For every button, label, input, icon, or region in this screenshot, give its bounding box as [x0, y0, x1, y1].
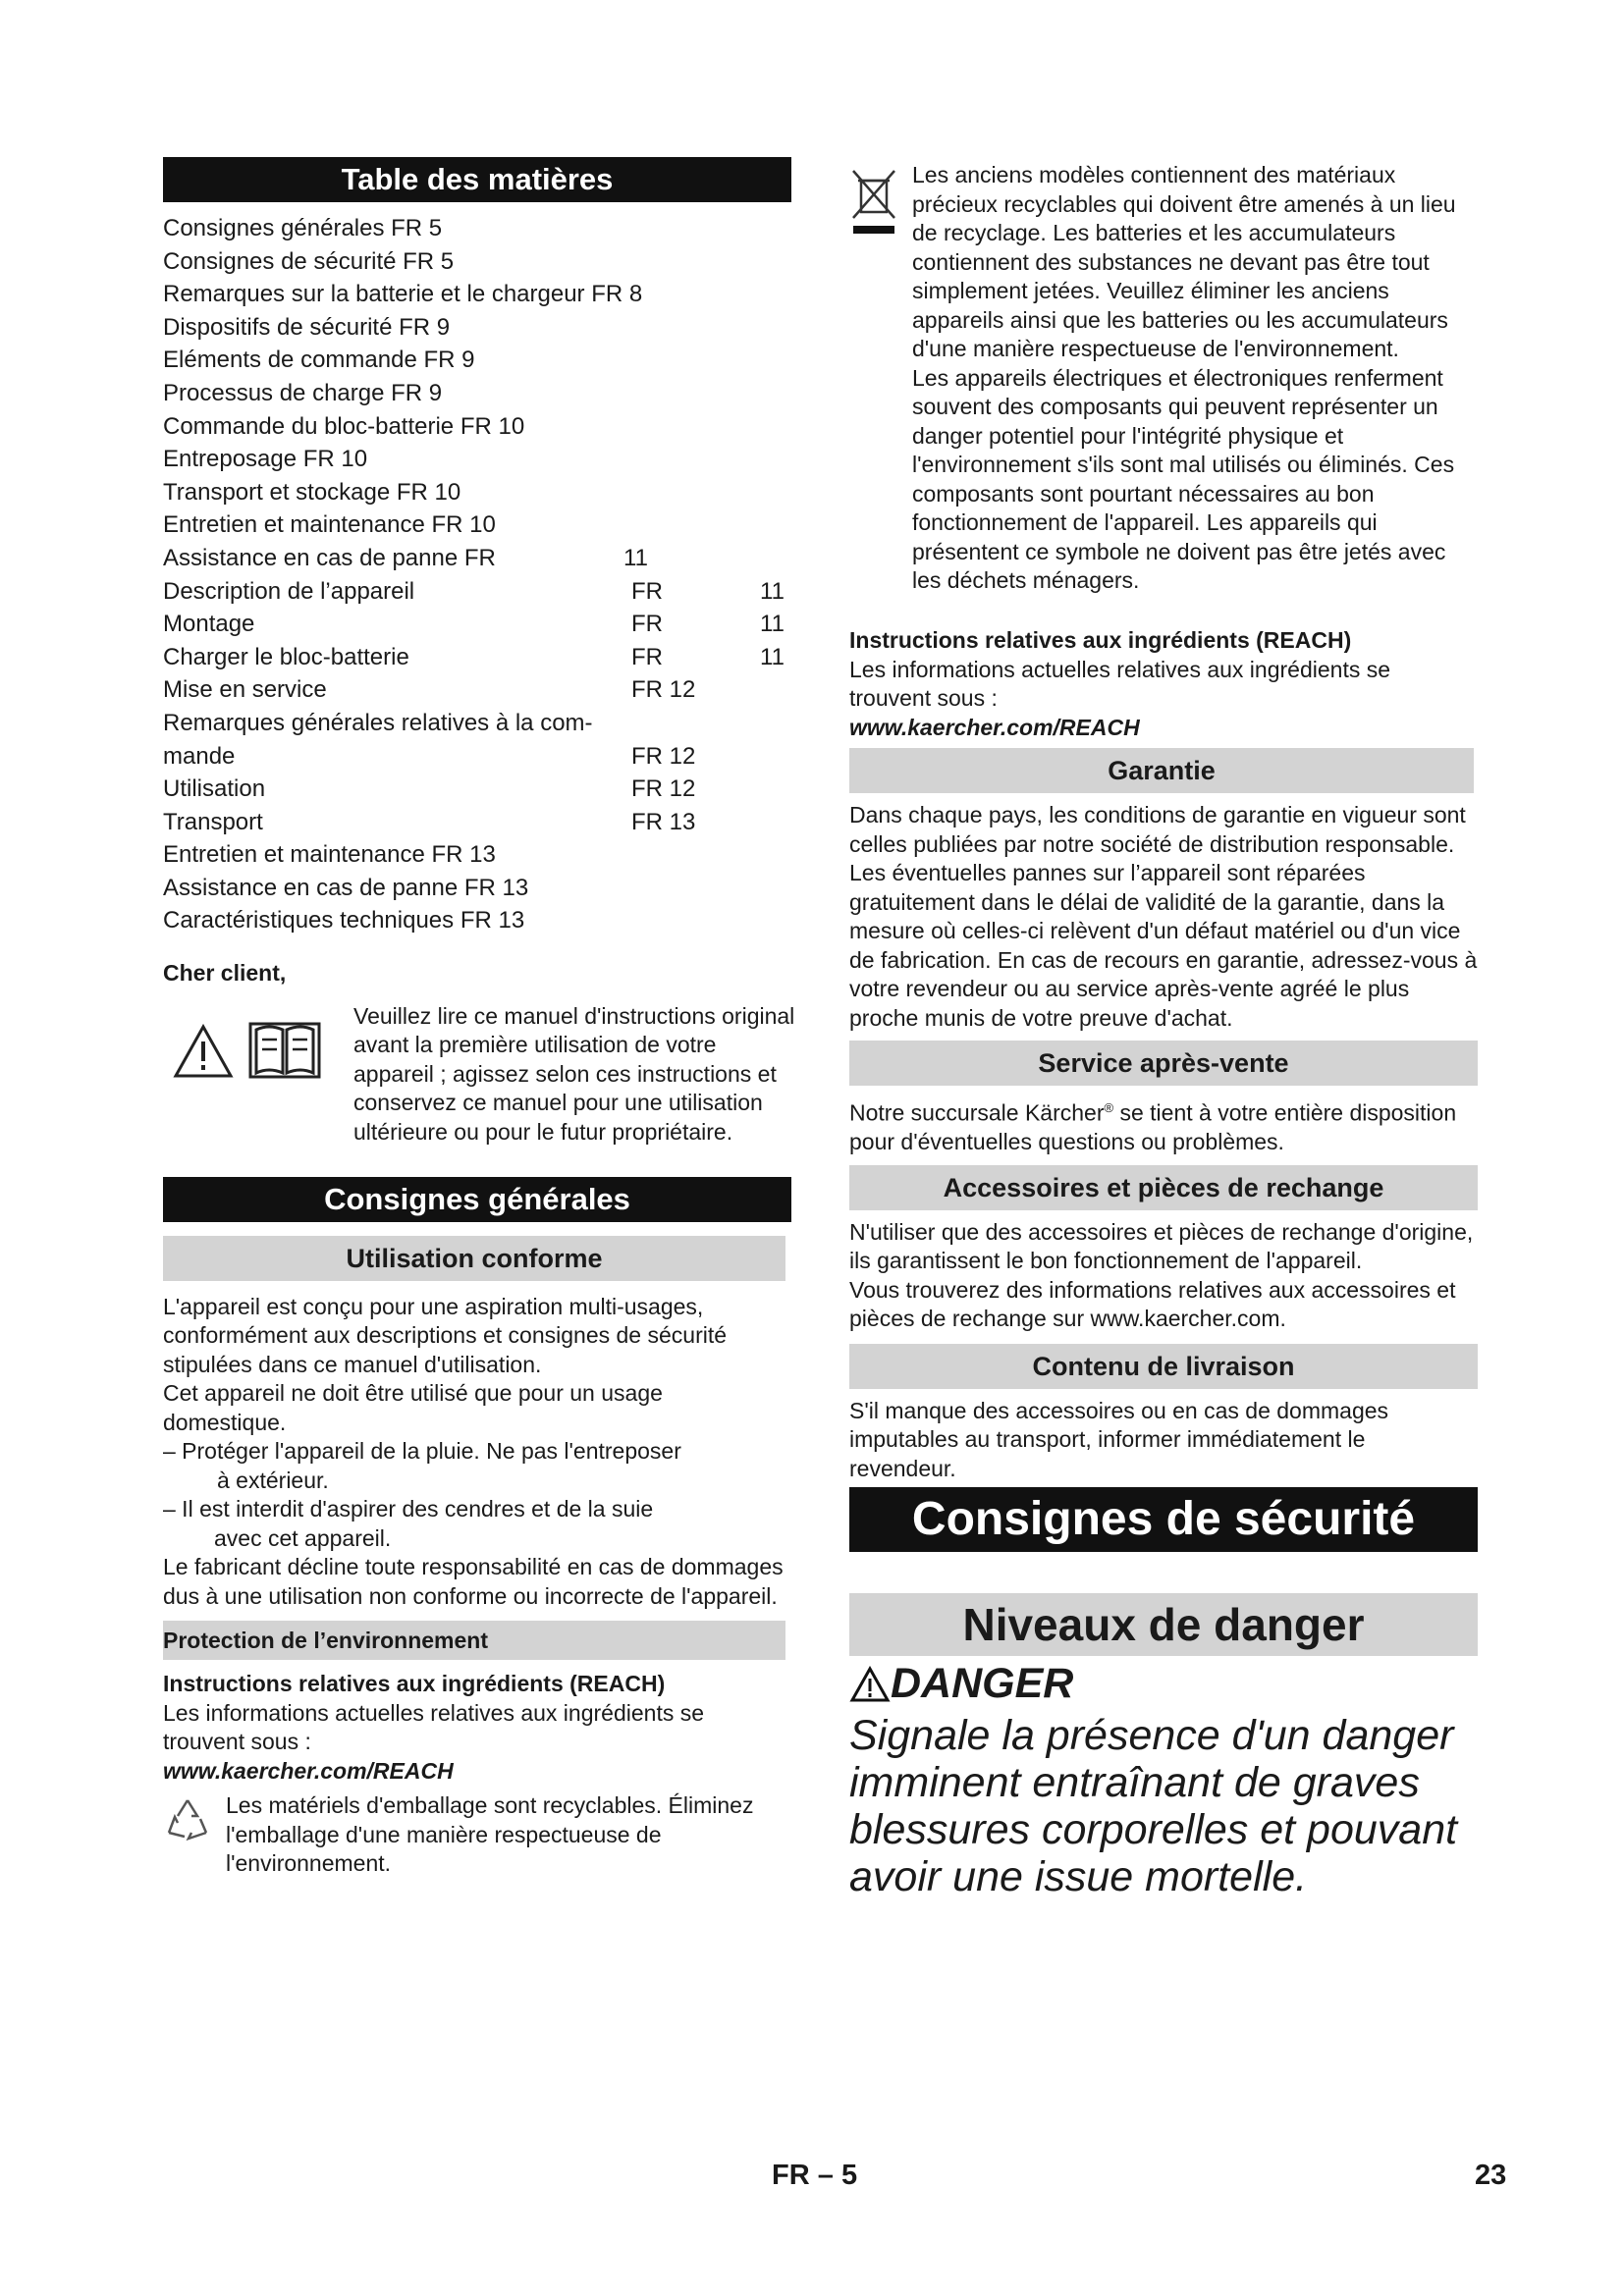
- weee-paragraph-2: Les appareils électriques et électroniques renferment souvent des composants qui peuvent représenter un danger potentiel pour l'intégrité physique et l'environnement s'ils sont mal utilisés ou éliminés. Ces composants sont pourtant nécessaires au bon fonctionnement de l'appareil. Les appareils qui présentent ce symbole ne doivent pas être jetés avec les déchets ménagers.: [912, 364, 1455, 593]
- dash-item-2-line: – Il est interdit d'aspirer des cendres et de la suie: [163, 1496, 654, 1522]
- footer-section: [772, 2160, 857, 2192]
- safety-title: Consignes de sécurité: [849, 1487, 1478, 1552]
- registered-mark: ®: [1104, 1100, 1114, 1115]
- toc-row: [163, 344, 791, 377]
- toc-row: [163, 311, 791, 345]
- toc-entry-text: Entretien et maintenance FR 10: [163, 511, 496, 539]
- toc-entry-text: Consignes générales FR 5: [163, 215, 443, 241]
- toc-entry-text: Dispositifs de sécurité FR 9: [163, 313, 451, 341]
- toc-row: [163, 608, 791, 641]
- danger-text: Signale la présence d'un danger imminent entraînant de graves blessures corporelles et pouvant avoir une issue mortelle.: [849, 1712, 1458, 1901]
- general-section-title: Consignes générales: [163, 1177, 791, 1222]
- toc-row: [163, 410, 791, 444]
- recycle-text: Les matériels d'emballage sont recyclables. Éliminez l'emballage d'une manière respectueuse de l'environnement.: [226, 1792, 754, 1877]
- service-text: [849, 1094, 1478, 1157]
- toc-entry-text: Description de l’appareil: [163, 577, 415, 605]
- intro-text: Veuillez lire ce manuel d'instructions original avant la première utilisation de votre appareil ; agissez selon ces instructions et conservez ce manuel pour une utilisation ultérieure ou pour le futur propriétaire.: [353, 1002, 795, 1145]
- toc-entry-text: Entreposage FR 10: [163, 446, 368, 473]
- toc-entry-page: 11: [760, 611, 785, 638]
- toc-title: Table des matières: [163, 157, 791, 202]
- toc-row: [163, 673, 791, 707]
- reach-url-right: www.kaercher.com/REACH: [849, 714, 1140, 740]
- usage-paragraph-3: Le fabricant décline toute responsabilité en cas de dommages dus à une utilisation non conforme ou incorrecte de l'appareil.: [163, 1554, 784, 1609]
- warning-triangle-icon: [173, 1024, 234, 1079]
- toc-row: [163, 641, 791, 674]
- delivery-title: Contenu de livraison: [849, 1344, 1478, 1389]
- toc-entry-text: mande: [163, 742, 236, 770]
- toc-entry-ref: FR 12: [631, 742, 696, 770]
- toc-row: [163, 443, 791, 476]
- danger-levels-title: Niveaux de danger: [849, 1593, 1478, 1656]
- guarantee-title: Garantie: [849, 748, 1474, 793]
- toc-entry-text: Remarques générales relatives à la com-: [163, 709, 593, 736]
- greeting: Cher client,: [163, 960, 287, 987]
- toc-row: [163, 476, 791, 509]
- footer-lang: FR: [772, 2160, 810, 2191]
- toc-row: [163, 212, 791, 245]
- toc-entry-text: Transport et stockage FR 10: [163, 478, 461, 506]
- toc-entry-ref: FR: [631, 577, 663, 605]
- toc-entry-text: Entretien et maintenance FR 13: [163, 841, 496, 869]
- toc-row: [163, 575, 791, 609]
- toc-entry-ref: FR: [631, 611, 663, 638]
- toc-entry-ref: FR 12: [631, 676, 696, 704]
- accessories-text-2: Vous trouverez des informations relatives aux accessoires et pièces de rechange sur www.kaercher.com.: [849, 1276, 1456, 1332]
- crossed-bin-icon: [849, 167, 900, 236]
- dash-item-1-line: – Protéger l'appareil de la pluie. Ne pas l'entreposer: [163, 1438, 681, 1465]
- reach-title-right: Instructions relatives aux ingrédients (REACH): [849, 627, 1352, 653]
- usage-dash-item-2: [163, 1495, 791, 1553]
- toc-entry-ref: FR: [631, 643, 663, 670]
- usage-dash-item-1: [163, 1437, 791, 1495]
- reach-title-left: Instructions relatives aux ingrédients (REACH): [163, 1671, 666, 1697]
- weee-block: [849, 161, 1478, 626]
- usage-paragraph-2: Cet appareil ne doit être utilisé que pour un usage domestique.: [163, 1380, 663, 1435]
- toc-entry-text: Remarques sur la batterie et le chargeur FR 8: [163, 281, 643, 308]
- toc-entry-page: 11: [760, 643, 785, 670]
- reach-text-left: Les informations actuelles relatives aux ingrédients se trouvent sous :: [163, 1699, 705, 1755]
- manual-book-icon: [247, 1018, 322, 1081]
- accessories-title: Accessoires et pièces de rechange: [849, 1165, 1478, 1210]
- danger-triangle-icon: [849, 1666, 891, 1703]
- reach-text-right: Les informations actuelles relatives aux ingrédients se trouvent sous :: [849, 656, 1391, 711]
- weee-texts: [912, 161, 1478, 596]
- toc-row: [163, 806, 791, 839]
- guarantee-text: Dans chaque pays, les conditions de garantie en vigueur sont celles publiées par notre société de distribution responsable. Les éventuelles pannes sur l’appareil sont réparées gratuitement dans le délai de validité de la garantie, dans la mesure où celles-ci relèvent d'un défaut matériel ou d'un vice de fabrication. En cas de recours en garantie, adressez-vous à votre revendeur ou au service après-vente agréé le plus proche munis de votre preuve d'achat.: [849, 802, 1478, 1031]
- toc-entry-text: Transport: [163, 808, 263, 835]
- toc-row: [163, 508, 791, 542]
- toc-entry-text: Processus de charge FR 9: [163, 379, 443, 406]
- footer-sep: –: [817, 2160, 834, 2191]
- toc-entry-text: Montage: [163, 611, 255, 638]
- weee-paragraph-1: Les anciens modèles contiennent des matériaux précieux recyclables qui doivent être amenés à un lieu de recyclage. Les batteries et les accumulateurs contiennent des substances ne devant pas être tout simplement jetées. Veuillez éliminer les anciens appareils ainsi que les batteries ou les accumulateurs d'une manière respectueuse de l'environnement.: [912, 162, 1456, 361]
- right-column: [849, 161, 1478, 1900]
- toc-row: [163, 904, 791, 937]
- service-text-b: se tient à votre entière disposition pour d'éventuelles questions ou problèmes.: [849, 1099, 1457, 1155]
- toc-row: [163, 278, 791, 311]
- toc-entry-page: 11: [760, 577, 785, 605]
- dash-item-2-cont: avec cet appareil.: [214, 1524, 392, 1551]
- reach-url-left: www.kaercher.com/REACH: [163, 1757, 454, 1784]
- toc-entry-text: Eléments de commande FR 9: [163, 347, 475, 374]
- footer-section-page: 5: [840, 2160, 858, 2191]
- toc-entry-text: Caractéristiques techniques FR 13: [163, 907, 525, 934]
- toc-row: [163, 838, 791, 872]
- recycle-block: [163, 1791, 791, 1882]
- danger-label: DANGER: [891, 1660, 1074, 1708]
- toc-row: [163, 773, 791, 806]
- toc-entry-text: Utilisation: [163, 775, 266, 803]
- toc-row: [163, 377, 791, 410]
- usage-paragraph-1: L'appareil est conçu pour une aspiration multi-usages, conformément aux descriptions et consignes de sécurité stipulées dans ce manuel d'utilisation.: [163, 1293, 728, 1377]
- toc-entry-text: Consignes de sécurité FR 5: [163, 247, 455, 275]
- toc-row: [163, 872, 791, 905]
- usage-subtitle: Utilisation conforme: [163, 1236, 785, 1281]
- service-title: Service après-vente: [849, 1041, 1478, 1086]
- page-number: 23: [1475, 2160, 1507, 2191]
- environment-subtitle: Protection de l’environnement: [163, 1621, 785, 1660]
- delivery-text: S'il manque des accessoires ou en cas de dommages imputables au transport, informer immédiatement le revendeur.: [849, 1397, 1389, 1481]
- left-column: [163, 157, 795, 1882]
- service-text-a: Notre succursale Kärcher: [849, 1099, 1105, 1126]
- toc-entry-text: Mise en service: [163, 676, 327, 704]
- toc-list: [163, 212, 791, 937]
- toc-entry-text: Assistance en cas de panne FR 13: [163, 874, 529, 901]
- toc-row: [163, 245, 791, 279]
- recycle-icon: [163, 1795, 212, 1844]
- toc-row: [163, 707, 791, 740]
- toc-entry-text: Assistance en cas de panne FR: [163, 544, 496, 571]
- toc-entry-ref: FR 12: [631, 775, 696, 803]
- accessories-text-1: N'utiliser que des accessoires et pièces de rechange d'origine, ils garantissent le bon fonctionnement de l'appareil.: [849, 1218, 1474, 1274]
- toc-row: [163, 740, 791, 774]
- toc-entry-ref: 11: [623, 544, 648, 571]
- toc-row: [163, 542, 791, 575]
- toc-entry-ref: FR 13: [631, 808, 696, 835]
- dash-item-1-cont: à extérieur.: [217, 1467, 329, 1493]
- toc-entry-text: Charger le bloc-batterie: [163, 643, 409, 670]
- toc-entry-text: Commande du bloc-batterie FR 10: [163, 412, 525, 440]
- intro-block: [163, 1002, 795, 1177]
- danger-label-row: [849, 1660, 1478, 1708]
